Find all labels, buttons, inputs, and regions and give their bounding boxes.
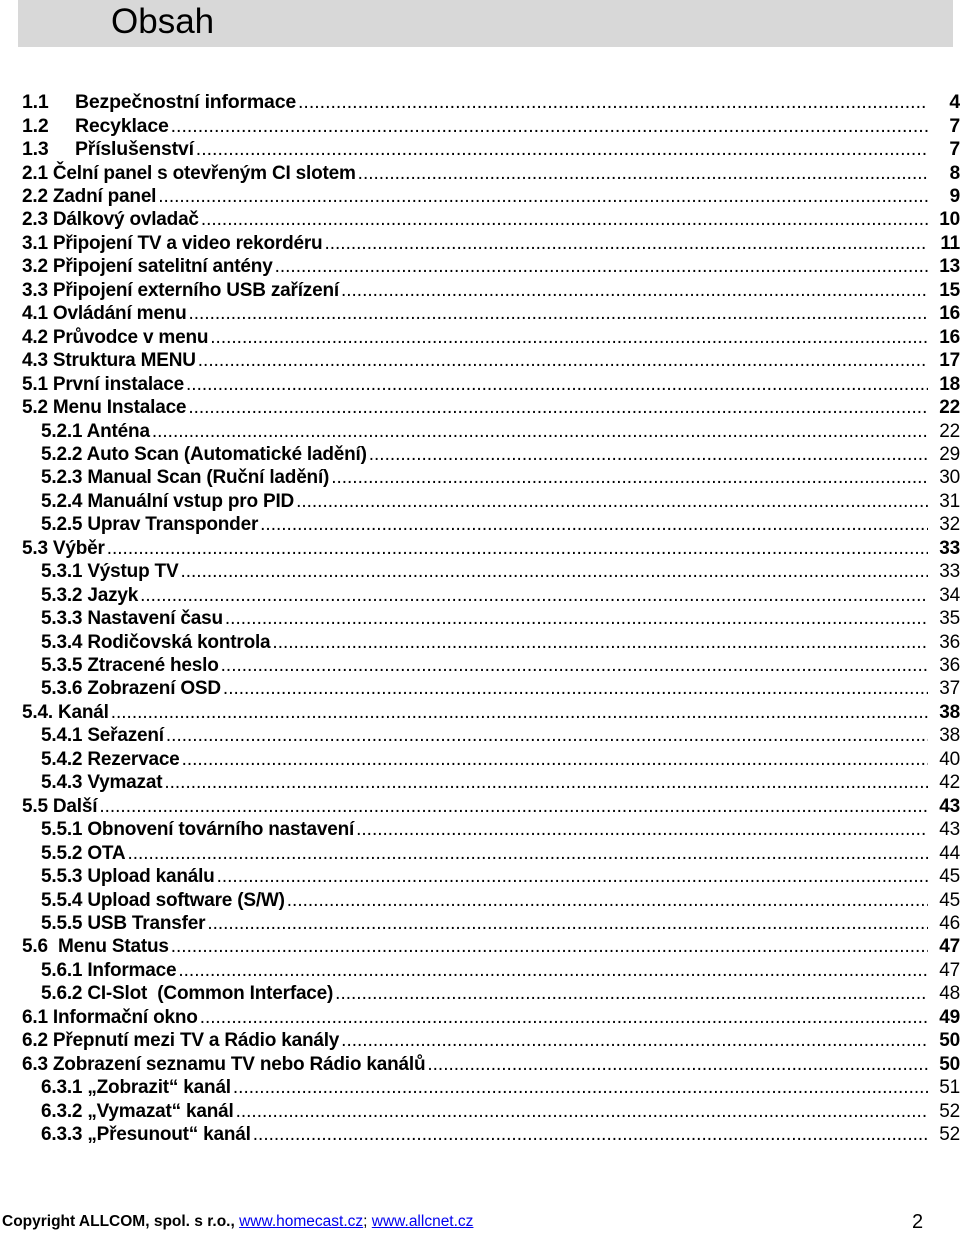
toc-leader-dots: [358, 162, 928, 185]
toc-leader-dots: [356, 818, 928, 841]
toc-entry[interactable]: [22, 91, 960, 114]
toc-leader-dots: [253, 1123, 928, 1146]
toc-entry-page: 48: [939, 983, 960, 1005]
toc-entry-page: 7: [949, 138, 960, 161]
toc-entry[interactable]: [22, 161, 960, 184]
toc-entry[interactable]: [41, 1076, 960, 1099]
toc-entry[interactable]: [41, 841, 960, 864]
toc-entry-label: Recyklace: [75, 114, 169, 137]
toc-entry-page: 33: [939, 537, 960, 559]
toc-entry-page: 52: [939, 1100, 960, 1122]
toc-leader-dots: [369, 443, 928, 466]
toc-leader-dots: [272, 631, 928, 654]
toc-leader-dots: [127, 842, 928, 865]
toc-entry[interactable]: [22, 935, 960, 958]
footer: [2, 1212, 932, 1232]
toc-leader-dots: [287, 889, 928, 912]
toc-entry[interactable]: [41, 1123, 960, 1146]
toc-entry-page: 35: [939, 608, 960, 630]
toc-entry-label: 2.2 Zadní panel: [22, 186, 157, 208]
toc-entry-label: Příslušenství: [75, 138, 194, 161]
toc-entry[interactable]: [41, 560, 960, 583]
toc-entry-label: 6.1 Informační okno: [22, 1006, 198, 1028]
toc-entry-label: 3.1 Připojení TV a video rekordéru: [22, 232, 323, 254]
toc-entry[interactable]: [22, 396, 960, 419]
footer-copyright: Copyright ALLCOM, spol. s r.o.,: [2, 1213, 240, 1230]
toc-entry[interactable]: [22, 349, 960, 372]
toc-entry-label: 5.3.4 Rodičovská kontrola: [41, 631, 271, 653]
toc-entry-page: 9: [949, 186, 960, 208]
toc-entry-label: 5.5.4 Upload software (S/W): [41, 889, 285, 911]
toc-entry-label: 2.1 Čelní panel s otevřeným CI slotem: [22, 162, 356, 184]
toc-entry[interactable]: [22, 255, 960, 278]
toc-leader-dots: [221, 654, 928, 677]
toc-leader-dots: [164, 771, 928, 794]
toc-leader-dots: [107, 537, 928, 560]
toc-entry-label: 4.1 Ovládání menu: [22, 303, 187, 325]
toc-leader-dots: [166, 724, 928, 747]
toc-entry[interactable]: [22, 326, 960, 349]
toc-entry-page: 44: [939, 842, 960, 864]
toc-entry-page: 38: [939, 701, 960, 723]
toc-leader-dots: [186, 373, 928, 396]
toc-entry-page: 4: [949, 91, 960, 114]
toc-entry-page: 13: [939, 256, 960, 278]
toc-leader-dots: [427, 1053, 928, 1076]
toc-entry-page: 47: [939, 959, 960, 981]
toc-entry-label: 3.2 Připojení satelitní antény: [22, 256, 273, 278]
toc-entry-page: 40: [939, 748, 960, 770]
toc-entry-label: 5.4.1 Seřazení: [41, 725, 164, 747]
toc-leader-dots: [225, 607, 928, 630]
toc-entry[interactable]: [22, 138, 960, 161]
toc-entry[interactable]: [41, 865, 960, 888]
toc-entry[interactable]: [41, 888, 960, 911]
toc-entry-label: 5.3 Výběr: [22, 537, 105, 559]
toc-leader-dots: [217, 865, 928, 888]
toc-entry-page: 22: [939, 397, 960, 419]
toc-leader-dots: [298, 91, 928, 114]
toc-entry-label: 5.6.1 Informace: [41, 959, 177, 981]
toc-entry-page: 43: [939, 795, 960, 817]
toc-leader-dots: [182, 748, 928, 771]
toc-entry-label: 5.3.1 Výstup TV: [41, 561, 179, 583]
toc-entry-page: 37: [939, 678, 960, 700]
toc-entry-number: 1.2: [22, 114, 49, 137]
toc-leader-dots: [207, 912, 928, 935]
toc-entry[interactable]: [41, 607, 960, 630]
toc-entry-label: 5.3.6 Zobrazení OSD: [41, 678, 221, 700]
toc-entry-label: 5.6.2 CI-Slot (Common Interface): [41, 983, 334, 1005]
toc-entry-label: 4.2 Průvodce v menu: [22, 326, 209, 348]
toc-entry[interactable]: [41, 959, 960, 982]
toc-entry[interactable]: [41, 466, 960, 489]
toc-entry-label: 6.2 Přepnutí mezi TV a Rádio kanály: [22, 1030, 340, 1052]
toc-entry-label: 5.2.1 Anténa: [41, 420, 150, 442]
toc-entry[interactable]: [41, 771, 960, 794]
toc-entry-page: 50: [939, 1030, 960, 1052]
toc-leader-dots: [152, 420, 928, 443]
toc-entry-page: 51: [939, 1077, 960, 1099]
toc-entry[interactable]: [41, 1099, 960, 1122]
toc-entry-label: 5.4.2 Rezervace: [41, 748, 180, 770]
toc-entry-page: 47: [939, 936, 960, 958]
toc-leader-dots: [178, 959, 928, 982]
toc-entry-page: 52: [939, 1124, 960, 1146]
toc-leader-dots: [296, 490, 928, 513]
toc-entry[interactable]: [22, 232, 960, 255]
toc-entry[interactable]: [22, 372, 960, 395]
toc-entry-page: 34: [939, 584, 960, 606]
toc-entry-label: 5.5.2 OTA: [41, 842, 126, 864]
toc-leader-dots: [260, 513, 928, 536]
toc-leader-dots: [188, 396, 928, 419]
footer-link-homecast[interactable]: www.homecast.cz: [239, 1213, 364, 1230]
toc-entry-page: 33: [939, 561, 960, 583]
toc-leader-dots: [200, 1006, 928, 1029]
toc-entry-label: 5.4. Kanál: [22, 701, 109, 723]
toc-entry-label: 3.3 Připojení externího USB zařízení: [22, 279, 339, 301]
toc-entry-label: 5.4.3 Vymazat: [41, 772, 163, 794]
toc-entry[interactable]: [22, 701, 960, 724]
toc-leader-dots: [275, 255, 928, 278]
toc-entry-label: 5.6 Menu Status: [22, 936, 169, 958]
toc-entry-page: 46: [939, 912, 960, 934]
toc-leader-dots: [140, 584, 928, 607]
footer-separator: ;: [363, 1213, 372, 1230]
toc-entry-label: 5.2.2 Auto Scan (Automatické ladění): [41, 443, 367, 465]
toc-entry-page: 11: [940, 232, 960, 254]
toc-entry-page: 22: [939, 420, 960, 442]
toc-leader-dots: [324, 232, 928, 255]
toc-entry-page: 32: [939, 514, 960, 536]
toc-entry-page: 7: [949, 114, 960, 137]
toc-entry[interactable]: [41, 419, 960, 442]
toc-entry[interactable]: [22, 537, 960, 560]
toc-entry-page: 50: [939, 1053, 960, 1075]
toc-entry-label: 5.1 První instalace: [22, 373, 185, 395]
toc-entry-page: 29: [939, 443, 960, 465]
toc-entry-page: 16: [939, 326, 960, 348]
toc-leader-dots: [180, 560, 928, 583]
footer-link-allcnet[interactable]: www.allcnet.cz: [371, 1213, 474, 1230]
toc-entry[interactable]: [22, 208, 960, 231]
toc-leader-dots: [236, 1100, 928, 1123]
toc-entry-page: 10: [939, 209, 960, 231]
toc-entry[interactable]: [41, 982, 960, 1005]
toc-entry-page: 31: [939, 490, 960, 512]
toc-entry-label: 5.3.3 Nastavení času: [41, 608, 223, 630]
toc-entry-label: 5.3.2 Jazyk: [41, 584, 139, 606]
toc-entry-page: 45: [939, 889, 960, 911]
title-bar: [18, 0, 953, 47]
toc-entry-page: 49: [939, 1006, 960, 1028]
toc-entry-label: 6.3.2 „Vymazat“ kanál: [41, 1100, 234, 1122]
toc-entry[interactable]: [22, 1052, 960, 1075]
toc-entry[interactable]: [22, 795, 960, 818]
toc-entry-page: 15: [939, 279, 960, 301]
toc-leader-dots: [171, 935, 928, 958]
toc-entry[interactable]: [41, 818, 960, 841]
toc-entry[interactable]: [41, 583, 960, 606]
toc-entry[interactable]: [41, 490, 960, 513]
toc-entry-page: 38: [939, 725, 960, 747]
toc-entry-label: 6.3.1 „Zobrazit“ kanál: [41, 1077, 231, 1099]
toc-leader-dots: [201, 208, 928, 231]
toc-entry-number: 1.1: [22, 91, 49, 114]
toc-entry-page: 8: [949, 162, 960, 184]
toc-leader-dots: [196, 138, 928, 161]
toc-entry-label: 6.3.3 „Přesunout“ kanál: [41, 1124, 251, 1146]
toc-entry[interactable]: [22, 302, 960, 325]
toc-leader-dots: [111, 701, 928, 724]
toc-entry-label: 5.5 Další: [22, 795, 98, 817]
toc-entry-label: 5.2.4 Manuální vstup pro PID: [41, 490, 295, 512]
toc-entry-label: 6.3 Zobrazení seznamu TV nebo Rádio kanálů: [22, 1053, 426, 1075]
toc-entry[interactable]: [22, 279, 960, 302]
toc-entry-page: 45: [939, 866, 960, 888]
toc-entry-label: 5.3.5 Ztracené heslo: [41, 655, 219, 677]
toc-entry-page: 42: [939, 772, 960, 794]
toc-entry-page: 17: [939, 350, 960, 372]
toc-leader-dots: [341, 1029, 928, 1052]
toc-entry-page: 43: [939, 819, 960, 841]
toc-entry[interactable]: [41, 724, 960, 747]
toc-leader-dots: [331, 466, 928, 489]
toc-entry[interactable]: [41, 677, 960, 700]
toc-leader-dots: [158, 185, 928, 208]
toc-entry-label: 5.5.1 Obnovení továrního nastavení: [41, 819, 355, 841]
toc-entry-label: 5.2 Menu Instalace: [22, 397, 187, 419]
toc-entry[interactable]: [22, 114, 960, 137]
toc-leader-dots: [198, 349, 928, 372]
toc-leader-dots: [210, 326, 928, 349]
toc-entry[interactable]: [41, 748, 960, 771]
toc-entry-page: 30: [939, 467, 960, 489]
toc-entry[interactable]: [41, 630, 960, 653]
toc-leader-dots: [335, 982, 928, 1005]
toc-entry-label: 5.2.5 Uprav Transponder: [41, 514, 259, 536]
toc-entry-label: 2.3 Dálkový ovladač: [22, 209, 199, 231]
toc-entry-label: 5.2.3 Manual Scan (Ruční ladění): [41, 467, 330, 489]
toc-entry[interactable]: [22, 1029, 960, 1052]
toc-entry-label: 5.5.3 Upload kanálu: [41, 866, 215, 888]
toc-entry-page: 18: [939, 373, 960, 395]
toc-leader-dots: [99, 795, 928, 818]
page-title: Obsah: [111, 2, 215, 41]
toc-leader-dots: [189, 302, 929, 325]
toc-entry-page: 36: [939, 655, 960, 677]
toc-entry[interactable]: [41, 912, 960, 935]
toc-entry[interactable]: [22, 185, 960, 208]
toc-entry-label: 5.5.5 USB Transfer: [41, 912, 206, 934]
toc-entry[interactable]: [41, 654, 960, 677]
toc-entry[interactable]: [22, 1006, 960, 1029]
toc-entry-label: Bezpečnostní informace: [75, 91, 296, 114]
toc-entry[interactable]: [41, 513, 960, 536]
toc-entry-page: 36: [939, 631, 960, 653]
toc-leader-dots: [233, 1076, 928, 1099]
toc-entry-number: 1.3: [22, 138, 49, 161]
toc-leader-dots: [171, 115, 928, 138]
toc-leader-dots: [341, 279, 928, 302]
toc-entry-page: 16: [939, 303, 960, 325]
toc-entry[interactable]: [41, 443, 960, 466]
toc-leader-dots: [223, 677, 928, 700]
toc-entry-label: 4.3 Struktura MENU: [22, 350, 196, 372]
page-number: 2: [912, 1211, 924, 1233]
